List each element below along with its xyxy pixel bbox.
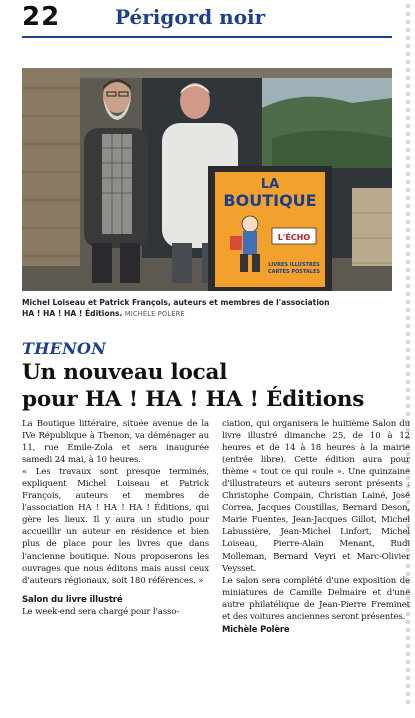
margin-dot — [406, 692, 410, 696]
margin-dot — [406, 292, 410, 296]
section-title: Périgord noir — [115, 5, 266, 29]
margin-dot — [406, 156, 410, 160]
page-number: 22 — [22, 2, 61, 32]
margin-dot — [406, 148, 410, 152]
article-photo — [22, 68, 392, 291]
margin-dot — [406, 236, 410, 240]
la-boutique-sign — [208, 166, 332, 291]
photo-illustration — [22, 68, 392, 291]
margin-dot — [406, 380, 410, 384]
margin-dot — [406, 684, 410, 688]
author-signature: Michèle Polère — [222, 623, 290, 634]
paragraph-quote: « Les travaux sont presque terminés, expliquent Michel Loiseau et Patrick François, auteurs et membres de l'association HA ! HA ! HA ! Éditions, qui gère les lieux. Il y aura un studio pour accueillir un auteur en résidence et bien plus de place pour les livres que dans l'ancienne boutique. Nous proposerons les ouvrages que nous éditons mais aussi ceux d'auteurs régionaux, soit 180 références. » — [22, 467, 209, 586]
margin-dot — [406, 140, 410, 144]
margin-dot — [406, 20, 410, 24]
article-kicker: THENON — [22, 339, 107, 358]
margin-dot — [406, 404, 410, 408]
margin-dot — [406, 124, 410, 128]
margin-dot — [406, 284, 410, 288]
margin-dot — [406, 12, 410, 16]
paragraph-weekend: Le week-end sera chargé pour l'asso- — [22, 606, 180, 617]
margin-dot — [406, 28, 410, 32]
margin-dot — [406, 220, 410, 224]
margin-dot — [406, 116, 410, 120]
margin-dot — [406, 188, 410, 192]
margin-dot — [406, 228, 410, 232]
header-rule — [22, 36, 392, 38]
caption-line-2: HA ! HA ! HA ! Éditions. — [22, 309, 123, 318]
margin-dot — [406, 172, 410, 176]
margin-dot — [406, 92, 410, 96]
margin-dot — [406, 340, 410, 344]
margin-dot — [406, 76, 410, 80]
sign-badge: L'ÉCHO — [277, 233, 311, 242]
margin-dot — [406, 252, 410, 256]
margin-dot — [406, 316, 410, 320]
margin-dot — [406, 372, 410, 376]
margin-dot — [406, 108, 410, 112]
margin-dot — [406, 268, 410, 272]
margin-dot — [406, 180, 410, 184]
margin-dot — [406, 196, 410, 200]
margin-dot — [406, 668, 410, 672]
paragraph-exposition: Le salon sera complété d'une exposition de miniatures de Camille Delmaire et d'une autre philatélique de Jean-Pierre Freminet et des voitures anciennes seront présentes. — [222, 575, 410, 622]
caption-line-1: Michel Loiseau et Patrick François, auteurs et membres de l'association — [22, 298, 330, 307]
article-headline — [22, 359, 402, 413]
photo-caption — [22, 297, 392, 320]
margin-dot — [406, 84, 410, 88]
margin-dot — [406, 36, 410, 40]
margin-dot — [406, 700, 410, 704]
margin-dot — [406, 4, 410, 8]
margin-dot — [406, 364, 410, 368]
sign-line-2: BOUTIQUE — [223, 191, 317, 210]
margin-dot — [406, 300, 410, 304]
margin-dot — [406, 348, 410, 352]
margin-dot — [406, 276, 410, 280]
margin-dot — [406, 388, 410, 392]
paragraph-intro: La Boutique littéraire, située avenue de la IVe République à Thenon, va déménager au 11, rue Émile-Zola et sera inaugurée samedi 24 mai, à 10 heures. — [22, 419, 209, 466]
margin-dot — [406, 100, 410, 104]
margin-dot — [406, 52, 410, 56]
margin-dot — [406, 244, 410, 248]
paragraph-salon: ciation, qui organisera le huitième Salon du livre illustré dimanche 25, de 10 à 12 heures et de 14 à 18 heures à la mairie (entrée libre). Cette édition aura pour thème « tout ce qui roule ». Une quinzaine d'illustrateurs et auteurs seront présents : Christophe Compain, Christian Lainé, José Correa, Jacques Coustillas, Bernard Deson, Marie Fuentes, Jean-Jacques Gillot, Michel Labussière, Jean-Michel Linfort, Michel Loiseau, Pierre-Alain Menant, Rudi Molleman, Bernard Veyri et Marc-Olivier Veysset. — [222, 419, 410, 574]
sign-line-1: LA — [260, 177, 280, 192]
margin-dot — [406, 260, 410, 264]
margin-dot — [406, 652, 410, 656]
margin-dot — [406, 204, 410, 208]
margin-dot — [406, 396, 410, 400]
margin-dot — [406, 308, 410, 312]
page-header — [22, 2, 392, 38]
photo-credit: MICHÈLE POLÈRE — [124, 310, 185, 318]
margin-dot — [406, 332, 410, 336]
margin-dot — [406, 412, 410, 416]
article-column-right — [222, 418, 410, 635]
margin-dot — [406, 68, 410, 72]
margin-dot — [406, 60, 410, 64]
margin-dot — [406, 212, 410, 216]
margin-dot — [406, 164, 410, 168]
headline-line-1: Un nouveau local — [22, 360, 228, 385]
margin-dot — [406, 44, 410, 48]
headline-line-2: pour HA ! HA ! HA ! Éditions — [22, 387, 365, 412]
margin-dot — [406, 132, 410, 136]
article-subhead: Salon du livre illustré — [22, 594, 123, 605]
article-column-left — [22, 418, 209, 618]
sign-footer-2: CARTES POSTALES — [268, 269, 320, 275]
margin-dot — [406, 644, 410, 648]
margin-dot — [406, 660, 410, 664]
margin-dot — [406, 356, 410, 360]
margin-dot — [406, 636, 410, 640]
sign-footer-1: LIVRES ILLUSTRÉS — [268, 262, 320, 268]
margin-dot — [406, 676, 410, 680]
margin-dot — [406, 324, 410, 328]
